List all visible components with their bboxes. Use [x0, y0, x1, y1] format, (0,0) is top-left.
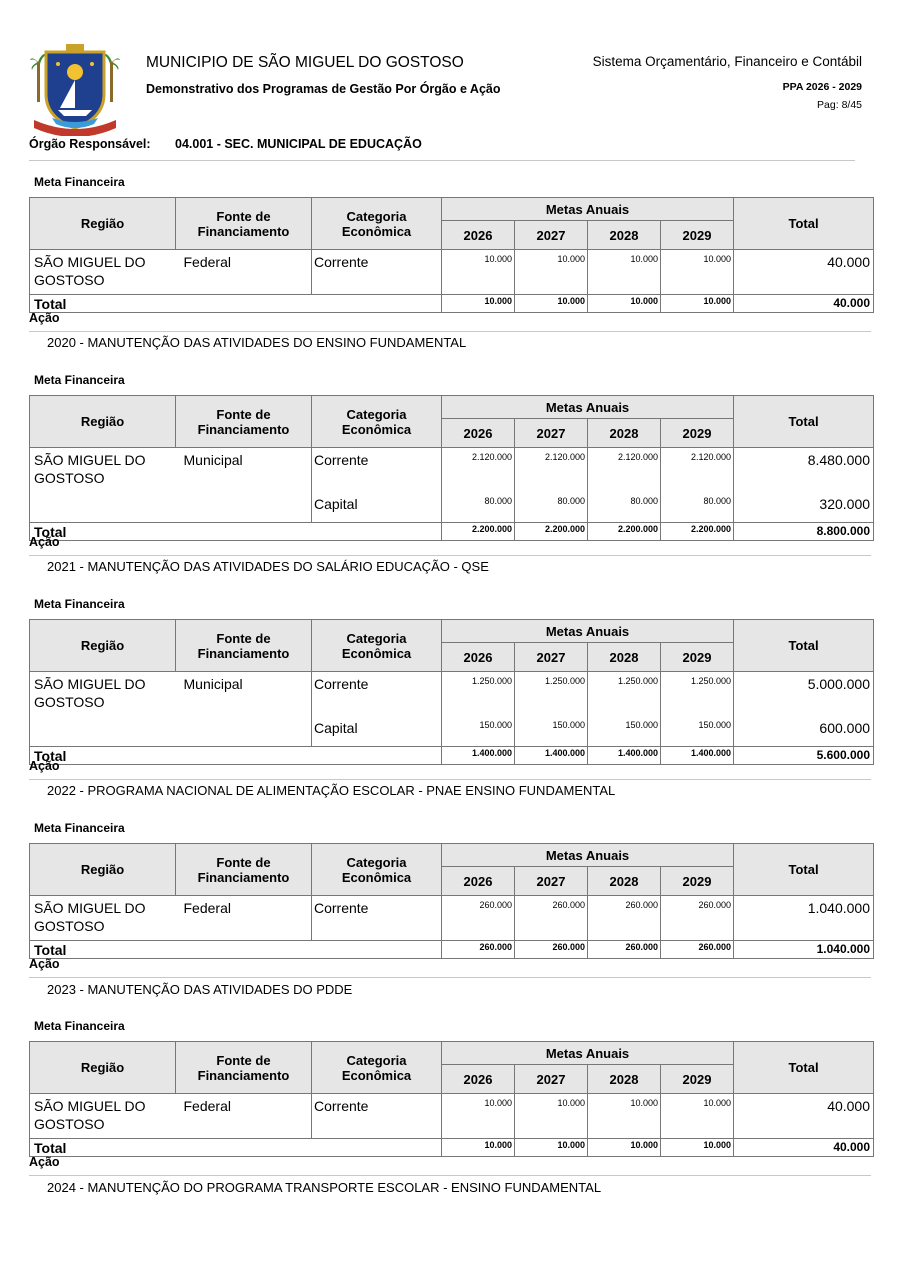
- cell-row-total: 320.000: [734, 492, 874, 523]
- acao-title: Ação: [29, 1155, 60, 1169]
- total-year-value: 1.400.000: [588, 747, 661, 765]
- total-year-value: 260.000: [588, 941, 661, 959]
- cell-year-value: 10.000: [442, 250, 515, 295]
- orgao-value: 04.001 - SEC. MUNICIPAL DE EDUCAÇÃO: [175, 137, 422, 151]
- cell-fonte: Federal: [183, 1098, 231, 1114]
- cell-categoria: Capital: [312, 492, 442, 523]
- header-total: Total: [734, 198, 874, 250]
- header-total: Total: [734, 620, 874, 672]
- total-year-value: 1.400.000: [515, 747, 588, 765]
- cell-year-value: 260.000: [442, 896, 515, 941]
- meta-financeira-table: [29, 619, 874, 765]
- total-label: Total: [30, 523, 442, 541]
- acao-divider: [29, 779, 871, 780]
- acao-description: 2020 - MANUTENÇÃO DAS ATIVIDADES DO ENSINO FUNDAMENTAL: [47, 335, 467, 350]
- cell-fonte: Federal: [183, 900, 231, 916]
- cell-year-value: 2.120.000: [515, 448, 588, 493]
- cell-regiao: SÃO MIGUEL DO GOSTOSO: [30, 448, 176, 523]
- total-year-value: 10.000: [515, 1139, 588, 1157]
- total-row: [30, 941, 874, 959]
- cell-year-value: 1.250.000: [515, 672, 588, 717]
- cell-regiao: SÃO MIGUEL DO GOSTOSO: [30, 1094, 176, 1139]
- total-label: Total: [30, 941, 442, 959]
- header-year: 2028: [588, 221, 661, 250]
- header-year: 2027: [515, 643, 588, 672]
- table-row: [30, 1094, 874, 1139]
- cell-year-value: 10.000: [661, 250, 734, 295]
- ppa-period: PPA 2026 - 2029: [782, 81, 862, 93]
- total-year-value: 10.000: [515, 295, 588, 313]
- meta-financeira-title: Meta Financeira: [34, 821, 125, 835]
- cell-regiao: SÃO MIGUEL DO GOSTOSO: [30, 896, 176, 941]
- page-number: Pag: 8/45: [817, 99, 862, 111]
- cell-year-value: 10.000: [588, 250, 661, 295]
- total-year-value: 260.000: [661, 941, 734, 959]
- total-row: [30, 1139, 874, 1157]
- cell-year-value: 150.000: [588, 716, 661, 747]
- meta-financeira-title: Meta Financeira: [34, 373, 125, 387]
- header-categoria: Categoria Econômica: [312, 1042, 442, 1094]
- municipal-coat-of-arms-logo: [28, 42, 122, 136]
- total-year-value: 2.200.000: [661, 523, 734, 541]
- total-label: Total: [30, 295, 442, 313]
- cell-row-total: 8.480.000: [734, 448, 874, 493]
- total-year-value: 10.000: [442, 1139, 515, 1157]
- header-regiao: Região: [30, 1042, 176, 1094]
- header-year: 2027: [515, 1065, 588, 1094]
- cell-regiao: SÃO MIGUEL DO GOSTOSO: [30, 250, 176, 295]
- cell-year-value: 1.250.000: [442, 672, 515, 717]
- cell-row-total: 1.040.000: [734, 896, 874, 941]
- meta-financeira-table: [29, 395, 874, 541]
- cell-categoria: Corrente: [312, 1094, 442, 1139]
- cell-year-value: 260.000: [661, 896, 734, 941]
- cell-year-value: 80.000: [515, 492, 588, 523]
- cell-year-value: 2.120.000: [661, 448, 734, 493]
- grand-total-value: 8.800.000: [734, 523, 874, 541]
- header-metas-anuais: Metas Anuais: [442, 620, 734, 643]
- cell-categoria: Corrente: [312, 896, 442, 941]
- meta-financeira-table: [29, 843, 874, 959]
- header-regiao: Região: [30, 396, 176, 448]
- header-year: 2029: [661, 643, 734, 672]
- total-year-value: 260.000: [442, 941, 515, 959]
- cell-year-value: 80.000: [661, 492, 734, 523]
- cell-year-value: 10.000: [588, 1094, 661, 1139]
- system-name: Sistema Orçamentário, Financeiro e Contábil: [592, 54, 862, 69]
- report-title: Demonstrativo dos Programas de Gestão Por Órgão e Ação: [146, 82, 501, 96]
- acao-description: 2022 - PROGRAMA NACIONAL DE ALIMENTAÇÃO ESCOLAR - PNAE ENSINO FUNDAMENTAL: [47, 783, 616, 798]
- orgao-responsavel: [29, 137, 422, 151]
- total-row: [30, 747, 874, 765]
- total-year-value: 10.000: [661, 295, 734, 313]
- cell-categoria: Corrente: [312, 672, 442, 717]
- header-year: 2029: [661, 1065, 734, 1094]
- acao-title: Ação: [29, 957, 60, 971]
- cell-fonte: Municipal: [183, 452, 243, 468]
- header-categoria: Categoria Econômica: [312, 396, 442, 448]
- acao-description: 2023 - MANUTENÇÃO DAS ATIVIDADES DO PDDE: [47, 982, 353, 997]
- cell-fonte: Federal: [183, 254, 231, 270]
- acao-divider: [29, 331, 871, 332]
- grand-total-value: 40.000: [734, 1139, 874, 1157]
- header-year: 2028: [588, 1065, 661, 1094]
- cell-row-total: 600.000: [734, 716, 874, 747]
- total-year-value: 2.200.000: [515, 523, 588, 541]
- cell-year-value: 1.250.000: [661, 672, 734, 717]
- cell-regiao: SÃO MIGUEL DO GOSTOSO: [30, 672, 176, 747]
- header-total: Total: [734, 396, 874, 448]
- header-regiao: Região: [30, 198, 176, 250]
- header-fonte: Fonte de Financiamento: [176, 620, 312, 672]
- table-row: [30, 896, 874, 941]
- cell-categoria: Corrente: [312, 250, 442, 295]
- cell-year-value: 80.000: [588, 492, 661, 523]
- header-year: 2028: [588, 419, 661, 448]
- total-year-value: 10.000: [588, 295, 661, 313]
- header-year: 2029: [661, 867, 734, 896]
- acao-divider: [29, 1175, 871, 1176]
- municipality-name: MUNICIPIO DE SÃO MIGUEL DO GOSTOSO: [146, 54, 464, 71]
- total-year-value: 2.200.000: [588, 523, 661, 541]
- header-metas-anuais: Metas Anuais: [442, 198, 734, 221]
- cell-year-value: 150.000: [442, 716, 515, 747]
- acao-title: Ação: [29, 311, 60, 325]
- cell-year-value: 260.000: [515, 896, 588, 941]
- total-label: Total: [30, 747, 442, 765]
- meta-financeira-table: [29, 197, 874, 313]
- acao-description: 2021 - MANUTENÇÃO DAS ATIVIDADES DO SALÁRIO EDUCAÇÃO - QSE: [47, 559, 489, 574]
- cell-year-value: 1.250.000: [588, 672, 661, 717]
- table-row: [30, 250, 874, 295]
- cell-year-value: 150.000: [515, 716, 588, 747]
- acao-divider: [29, 555, 871, 556]
- grand-total-value: 5.600.000: [734, 747, 874, 765]
- cell-year-value: 2.120.000: [588, 448, 661, 493]
- meta-financeira-title: Meta Financeira: [34, 175, 125, 189]
- orgao-label: Órgão Responsável:: [29, 137, 151, 151]
- header-year: 2026: [442, 867, 515, 896]
- header-year: 2028: [588, 643, 661, 672]
- cell-year-value: 260.000: [588, 896, 661, 941]
- meta-financeira-title: Meta Financeira: [34, 597, 125, 611]
- meta-financeira-table: [29, 1041, 874, 1157]
- table-row: [30, 448, 874, 493]
- total-row: [30, 295, 874, 313]
- acao-title: Ação: [29, 535, 60, 549]
- cell-categoria: Corrente: [312, 448, 442, 493]
- cell-year-value: 10.000: [515, 1094, 588, 1139]
- header-fonte: Fonte de Financiamento: [176, 396, 312, 448]
- header-metas-anuais: Metas Anuais: [442, 1042, 734, 1065]
- cell-row-total: 40.000: [734, 250, 874, 295]
- total-year-value: 1.400.000: [442, 747, 515, 765]
- total-row: [30, 523, 874, 541]
- header-categoria: Categoria Econômica: [312, 620, 442, 672]
- total-label: Total: [30, 1139, 442, 1157]
- header-year: 2029: [661, 419, 734, 448]
- header-year: 2026: [442, 643, 515, 672]
- header-year: 2028: [588, 867, 661, 896]
- header-fonte: Fonte de Financiamento: [176, 1042, 312, 1094]
- cell-row-total: 5.000.000: [734, 672, 874, 717]
- total-year-value: 10.000: [661, 1139, 734, 1157]
- cell-fonte: Municipal: [183, 676, 243, 692]
- header-categoria: Categoria Econômica: [312, 198, 442, 250]
- header-year: 2027: [515, 867, 588, 896]
- cell-year-value: 10.000: [515, 250, 588, 295]
- header-regiao: Região: [30, 844, 176, 896]
- meta-financeira-title: Meta Financeira: [34, 1019, 125, 1033]
- header-year: 2027: [515, 419, 588, 448]
- header-regiao: Região: [30, 620, 176, 672]
- total-year-value: 1.400.000: [661, 747, 734, 765]
- header-categoria: Categoria Econômica: [312, 844, 442, 896]
- acao-description: 2024 - MANUTENÇÃO DO PROGRAMA TRANSPORTE ESCOLAR - ENSINO FUNDAMENTAL: [47, 1180, 602, 1195]
- header-metas-anuais: Metas Anuais: [442, 844, 734, 867]
- header-year: 2029: [661, 221, 734, 250]
- cell-row-total: 40.000: [734, 1094, 874, 1139]
- header-metas-anuais: Metas Anuais: [442, 396, 734, 419]
- header-year: 2026: [442, 419, 515, 448]
- cell-year-value: 10.000: [661, 1094, 734, 1139]
- grand-total-value: 40.000: [734, 295, 874, 313]
- cell-categoria: Capital: [312, 716, 442, 747]
- cell-year-value: 10.000: [442, 1094, 515, 1139]
- total-year-value: 2.200.000: [442, 523, 515, 541]
- header-year: 2027: [515, 221, 588, 250]
- acao-divider: [29, 977, 871, 978]
- acao-title: Ação: [29, 759, 60, 773]
- header-total: Total: [734, 1042, 874, 1094]
- header-total: Total: [734, 844, 874, 896]
- total-year-value: 10.000: [588, 1139, 661, 1157]
- table-row: [30, 672, 874, 717]
- header-fonte: Fonte de Financiamento: [176, 198, 312, 250]
- header-year: 2026: [442, 221, 515, 250]
- header-fonte: Fonte de Financiamento: [176, 844, 312, 896]
- header-year: 2026: [442, 1065, 515, 1094]
- cell-year-value: 150.000: [661, 716, 734, 747]
- orgao-divider: [29, 160, 855, 161]
- total-year-value: 260.000: [515, 941, 588, 959]
- cell-year-value: 80.000: [442, 492, 515, 523]
- cell-year-value: 2.120.000: [442, 448, 515, 493]
- total-year-value: 10.000: [442, 295, 515, 313]
- grand-total-value: 1.040.000: [734, 941, 874, 959]
